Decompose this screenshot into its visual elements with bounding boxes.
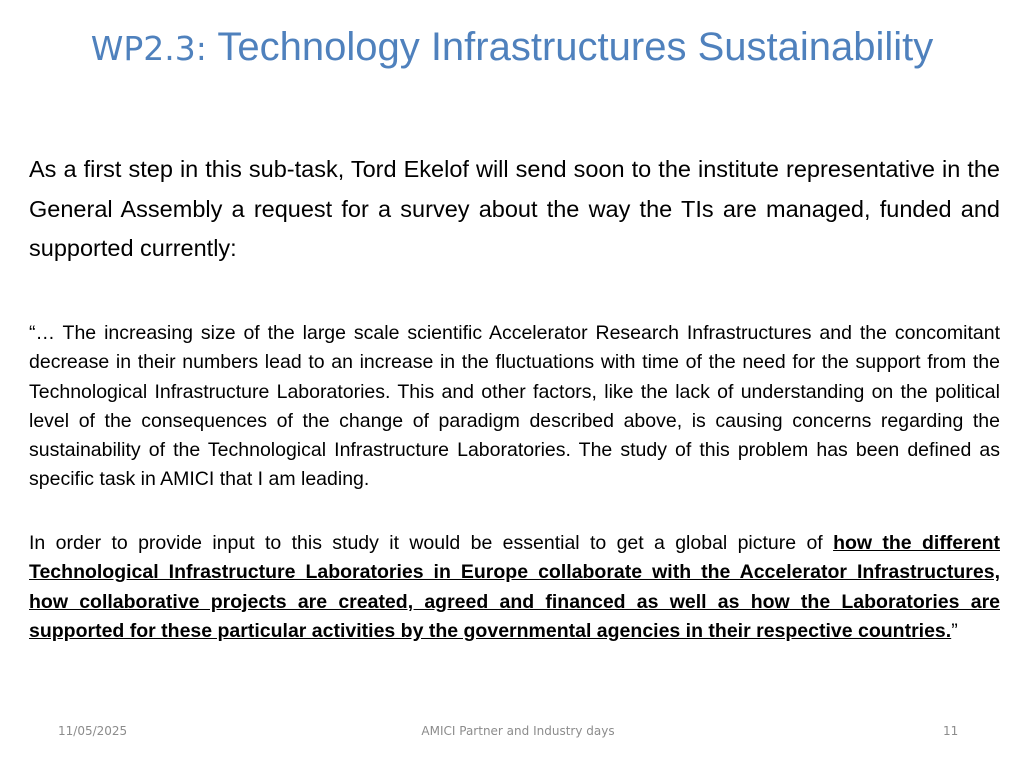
- footer-page-number: 11: [943, 724, 959, 738]
- quote-close-mark: ”: [951, 619, 958, 642]
- quote-paragraph-2-lead: In order to provide input to this study it would be essential to get a global picture of: [29, 532, 834, 554]
- quote-emphasis: how the different Technological Infrastructure Laboratories in Europe collaborate with the Accelerator Infrastructures, how collaborative projects are created, agreed and financed as well as how the Laboratories are supported for these particular activities by the governmental agencies in their respective countries.: [29, 532, 1000, 642]
- slide-title: [60, 22, 964, 74]
- title-prefix: WP2.3:: [90, 29, 218, 68]
- footer-date: 11/05/2025: [58, 724, 128, 738]
- quote-paragraph-2: [29, 529, 1000, 646]
- quote-paragraph-1: “… The increasing size of the large scale scientific Accelerator Research Infrastructures and the concomitant decrease in their numbers lead to an increase in the fluctuations with time of the need for the support from the Technological Infrastructure Laboratories. This and other factors, like the lack of understanding on the political level of the consequences of the change of paradigm described above, is causing concerns regarding the sustainability of the Technological Infrastructure Laboratories. The study of this problem has been defined as specific task in AMICI that I am leading.: [29, 322, 1000, 491]
- footer-event-name: AMICI Partner and Industry days: [421, 724, 615, 738]
- intro-paragraph: As a first step in this sub-task, Tord Ekelof will send soon to the institute representative in the General Assembly a request for a survey about the way the TIs are managed, funded and supported currently:: [29, 156, 1000, 261]
- title-main: Technology Infrastructures Sustainability: [217, 25, 934, 69]
